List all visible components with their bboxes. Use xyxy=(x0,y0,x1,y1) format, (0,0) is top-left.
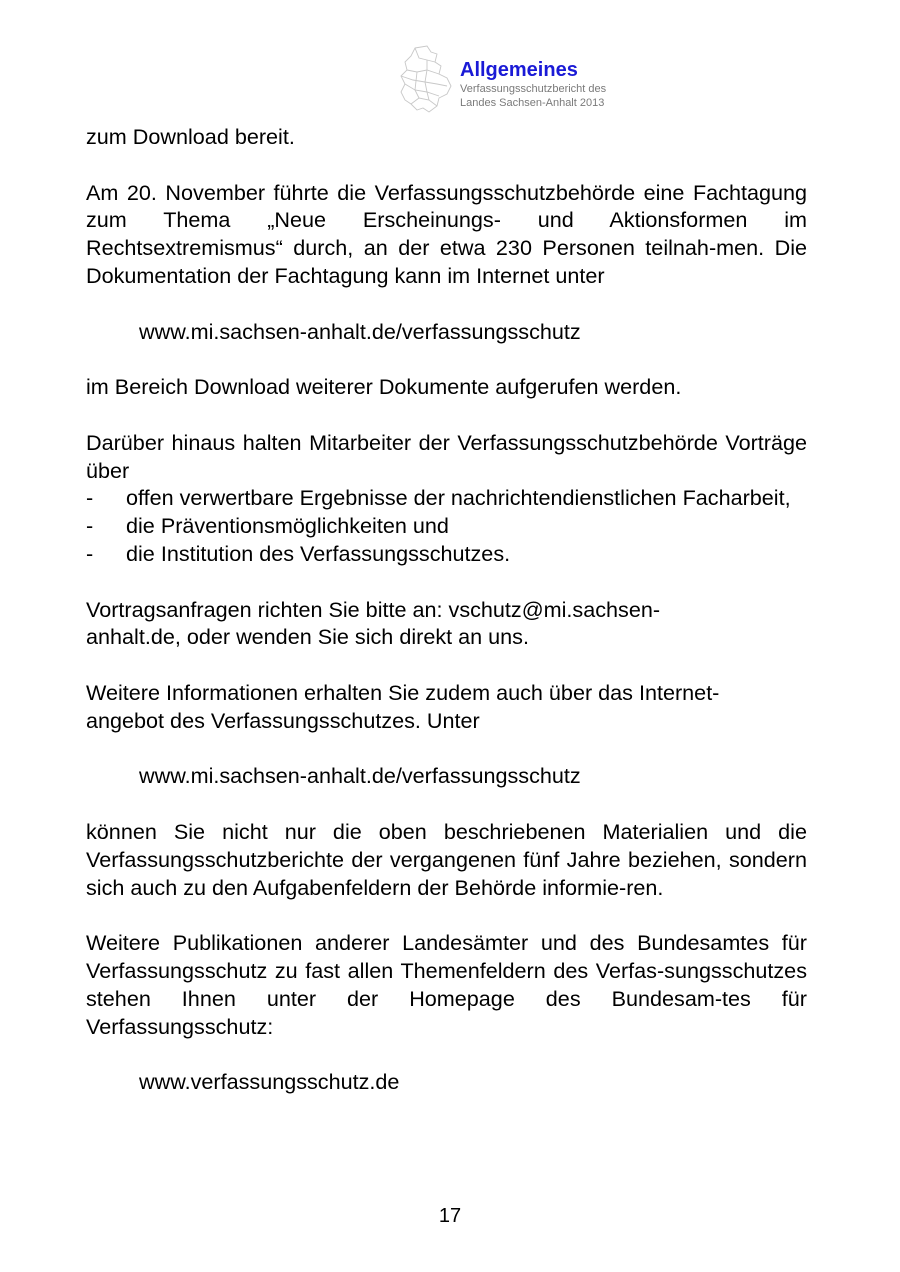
page-number: 17 xyxy=(438,1205,462,1227)
report-subtitle-line2: Landes Sachsen-Anhalt 2013 xyxy=(460,97,605,109)
paragraph-vortraege xyxy=(86,429,807,485)
paragraph-vortragsanfragen-line2: anhalt.de, oder wenden Sie sich direkt an uns. xyxy=(86,624,529,650)
list-item-text: die Präventionsmöglichkeiten und xyxy=(126,513,449,539)
paragraph-publikationen: Weitere Publikationen anderer Landesämter und des Bundesamtes für Verfassungsschutz zu fast allen Themenfeldern des Verfas-sungsschutzes stehen Ihnen unter der Homepage des Bundesam-tes für Verfassungsschutz: xyxy=(86,930,807,1039)
list-item-text: offen verwertbare Ergebnisse der nachrichtendienstlichen Facharbeit, xyxy=(126,485,791,511)
bullet-dash: - xyxy=(86,540,94,566)
paragraph-download-ready: zum Download bereit. xyxy=(86,124,295,149)
page-header xyxy=(397,44,657,116)
list-item xyxy=(86,484,807,512)
topics-list xyxy=(86,484,807,567)
url-verfassungsschutz-2[interactable]: www.mi.sachsen-anhalt.de/verfassungsschutz xyxy=(139,763,581,789)
paragraph-internetangebot-line1: Weitere Informationen erhalten Sie zudem auch über das Internet- xyxy=(86,679,720,705)
paragraph-download-area: im Bereich Download weiterer Dokumente aufgerufen werden. xyxy=(86,374,682,400)
section-title: Allgemeines xyxy=(460,59,578,81)
list-item xyxy=(86,540,807,568)
bullet-dash: - xyxy=(86,485,94,511)
document-body xyxy=(86,123,807,1124)
saxony-anhalt-map-outline-icon xyxy=(397,44,457,114)
paragraph-vortragsanfragen xyxy=(86,596,807,652)
list-item-text: die Institution des Verfassungsschutzes. xyxy=(126,540,511,566)
paragraph-internetangebot-line2: angebot des Verfassungsschutzes. Unter xyxy=(86,707,480,733)
paragraph-vortraege-text: Darüber hinaus halten Mitarbeiter der Verfassungsschutzbehörde Vorträge über xyxy=(86,429,807,483)
paragraph-materialien: können Sie nicht nur die oben beschriebenen Materialien und die Verfassungsschutzberichte der vergangenen fünf Jahre beziehen, sondern sich auch zu den Aufgabenfeldern der Behörde informie-ren. xyxy=(86,818,807,900)
bullet-dash: - xyxy=(86,513,94,539)
paragraph-fachtagung: Am 20. November führte die Verfassungsschutzbehörde eine Fachtagung zum Thema „Neue Erscheinungs- und Aktionsformen im Rechtsextremismus“ durch, an der etwa 230 Personen teilnah-men. Die Dokumentation der Fachtagung kann im Internet unter xyxy=(86,179,807,288)
url-bundesamt[interactable]: www.verfassungsschutz.de xyxy=(139,1069,400,1095)
url-verfassungsschutz-1[interactable]: www.mi.sachsen-anhalt.de/verfassungsschutz xyxy=(139,318,581,344)
list-item xyxy=(86,512,807,540)
report-subtitle-line1: Verfassungsschutzbericht des xyxy=(460,83,607,95)
paragraph-vortragsanfragen-line1: Vortragsanfragen richten Sie bitte an: vschutz@mi.sachsen- xyxy=(86,596,661,622)
paragraph-internetangebot xyxy=(86,679,807,735)
